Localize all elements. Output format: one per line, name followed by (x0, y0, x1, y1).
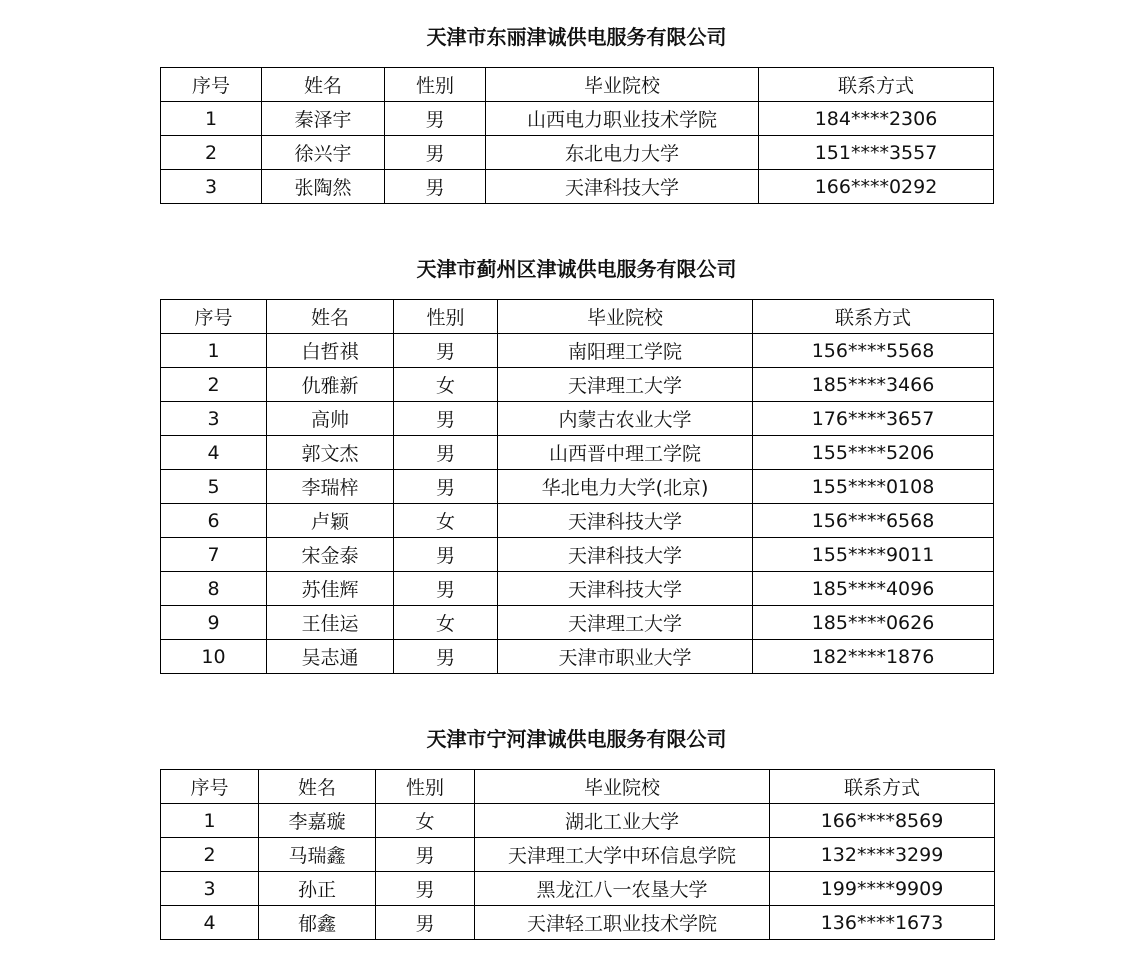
cell-name: 卢颖 (267, 504, 394, 538)
cell-school: 山西电力职业技术学院 (486, 102, 759, 136)
cell-school: 天津科技大学 (498, 504, 753, 538)
header-index: 序号 (161, 68, 262, 102)
cell-name: 孙正 (259, 872, 376, 906)
cell-name: 高帅 (267, 402, 394, 436)
table-row (161, 402, 994, 436)
header-row (161, 68, 994, 102)
cell-name: 郭文杰 (267, 436, 394, 470)
cell-school: 黑龙江八一农垦大学 (475, 872, 770, 906)
section-title-jizhou: 天津市蓟州区津诚供电服务有限公司 (416, 257, 737, 281)
cell-gender: 女 (394, 504, 498, 538)
header-row (161, 770, 995, 804)
cell-school: 天津轻工职业技术学院 (475, 906, 770, 940)
header-school: 毕业院校 (475, 770, 770, 804)
cell-contact: 151****3557 (759, 136, 994, 170)
roster-table-dongli (160, 67, 994, 204)
cell-gender: 女 (376, 804, 475, 838)
cell-contact: 136****1673 (770, 906, 995, 940)
cell-school: 内蒙古农业大学 (498, 402, 753, 436)
cell-contact: 156****6568 (753, 504, 994, 538)
cell-contact: 185****4096 (753, 572, 994, 606)
cell-name: 郁鑫 (259, 906, 376, 940)
table-row (161, 606, 994, 640)
roster-table-jizhou (160, 299, 994, 674)
table-row (161, 872, 995, 906)
cell-school: 东北电力大学 (486, 136, 759, 170)
cell-index: 3 (161, 872, 259, 906)
cell-index: 8 (161, 572, 267, 606)
cell-contact: 166****0292 (759, 170, 994, 204)
cell-contact: 182****1876 (753, 640, 994, 674)
cell-gender: 男 (394, 436, 498, 470)
cell-name: 王佳运 (267, 606, 394, 640)
header-name: 姓名 (262, 68, 385, 102)
cell-index: 2 (161, 136, 262, 170)
table-row (161, 436, 994, 470)
cell-school: 天津科技大学 (498, 572, 753, 606)
cell-index: 1 (161, 334, 267, 368)
section-title-ninghe: 天津市宁河津诚供电服务有限公司 (426, 727, 727, 751)
cell-contact: 155****0108 (753, 470, 994, 504)
cell-name: 张陶然 (262, 170, 385, 204)
cell-school: 华北电力大学(北京) (498, 470, 753, 504)
table-row (161, 572, 994, 606)
cell-contact: 184****2306 (759, 102, 994, 136)
table-row (161, 838, 995, 872)
cell-contact: 185****0626 (753, 606, 994, 640)
table-row (161, 538, 994, 572)
table-row (161, 170, 994, 204)
cell-gender: 男 (394, 470, 498, 504)
cell-index: 2 (161, 368, 267, 402)
roster-table-ninghe (160, 769, 995, 940)
table-row (161, 136, 994, 170)
header-index: 序号 (161, 770, 259, 804)
cell-index: 1 (161, 804, 259, 838)
cell-contact: 155****5206 (753, 436, 994, 470)
cell-index: 9 (161, 606, 267, 640)
cell-gender: 男 (394, 538, 498, 572)
cell-index: 4 (161, 436, 267, 470)
header-school: 毕业院校 (486, 68, 759, 102)
header-name: 姓名 (267, 300, 394, 334)
cell-gender: 女 (394, 368, 498, 402)
cell-name: 吴志通 (267, 640, 394, 674)
cell-index: 4 (161, 906, 259, 940)
cell-gender: 男 (385, 170, 486, 204)
cell-school: 天津科技大学 (486, 170, 759, 204)
table-row (161, 906, 995, 940)
cell-name: 秦泽宇 (262, 102, 385, 136)
cell-index: 10 (161, 640, 267, 674)
cell-gender: 男 (376, 838, 475, 872)
table-row (161, 504, 994, 538)
cell-name: 苏佳辉 (267, 572, 394, 606)
header-row (161, 300, 994, 334)
cell-contact: 185****3466 (753, 368, 994, 402)
cell-gender: 男 (394, 402, 498, 436)
header-gender: 性别 (394, 300, 498, 334)
cell-index: 2 (161, 838, 259, 872)
cell-name: 宋金泰 (267, 538, 394, 572)
cell-gender: 男 (376, 872, 475, 906)
cell-index: 1 (161, 102, 262, 136)
cell-school: 天津科技大学 (498, 538, 753, 572)
cell-index: 6 (161, 504, 267, 538)
header-gender: 性别 (385, 68, 486, 102)
cell-name: 李瑞梓 (267, 470, 394, 504)
header-gender: 性别 (376, 770, 475, 804)
table-row (161, 470, 994, 504)
cell-name: 徐兴宇 (262, 136, 385, 170)
cell-gender: 男 (394, 640, 498, 674)
cell-gender: 男 (385, 102, 486, 136)
cell-school: 山西晋中理工学院 (498, 436, 753, 470)
header-school: 毕业院校 (498, 300, 753, 334)
table-row (161, 640, 994, 674)
cell-school: 天津理工大学中环信息学院 (475, 838, 770, 872)
cell-index: 3 (161, 402, 267, 436)
cell-gender: 男 (385, 136, 486, 170)
header-name: 姓名 (259, 770, 376, 804)
cell-gender: 男 (394, 572, 498, 606)
cell-index: 5 (161, 470, 267, 504)
cell-contact: 176****3657 (753, 402, 994, 436)
section-title-dongli: 天津市东丽津诚供电服务有限公司 (426, 25, 727, 49)
cell-school: 天津理工大学 (498, 606, 753, 640)
header-contact: 联系方式 (770, 770, 995, 804)
cell-school: 湖北工业大学 (475, 804, 770, 838)
cell-name: 李嘉璇 (259, 804, 376, 838)
cell-index: 3 (161, 170, 262, 204)
cell-school: 天津理工大学 (498, 368, 753, 402)
table-row (161, 334, 994, 368)
cell-school: 天津市职业大学 (498, 640, 753, 674)
cell-contact: 155****9011 (753, 538, 994, 572)
table-row (161, 102, 994, 136)
header-index: 序号 (161, 300, 267, 334)
cell-name: 仇雅新 (267, 368, 394, 402)
cell-contact: 156****5568 (753, 334, 994, 368)
cell-contact: 166****8569 (770, 804, 995, 838)
table-row (161, 368, 994, 402)
table-row (161, 804, 995, 838)
cell-name: 马瑞鑫 (259, 838, 376, 872)
cell-school: 南阳理工学院 (498, 334, 753, 368)
cell-gender: 男 (376, 906, 475, 940)
cell-contact: 132****3299 (770, 838, 995, 872)
header-contact: 联系方式 (759, 68, 994, 102)
cell-index: 7 (161, 538, 267, 572)
cell-contact: 199****9909 (770, 872, 995, 906)
cell-gender: 男 (394, 334, 498, 368)
cell-gender: 女 (394, 606, 498, 640)
header-contact: 联系方式 (753, 300, 994, 334)
cell-name: 白哲祺 (267, 334, 394, 368)
